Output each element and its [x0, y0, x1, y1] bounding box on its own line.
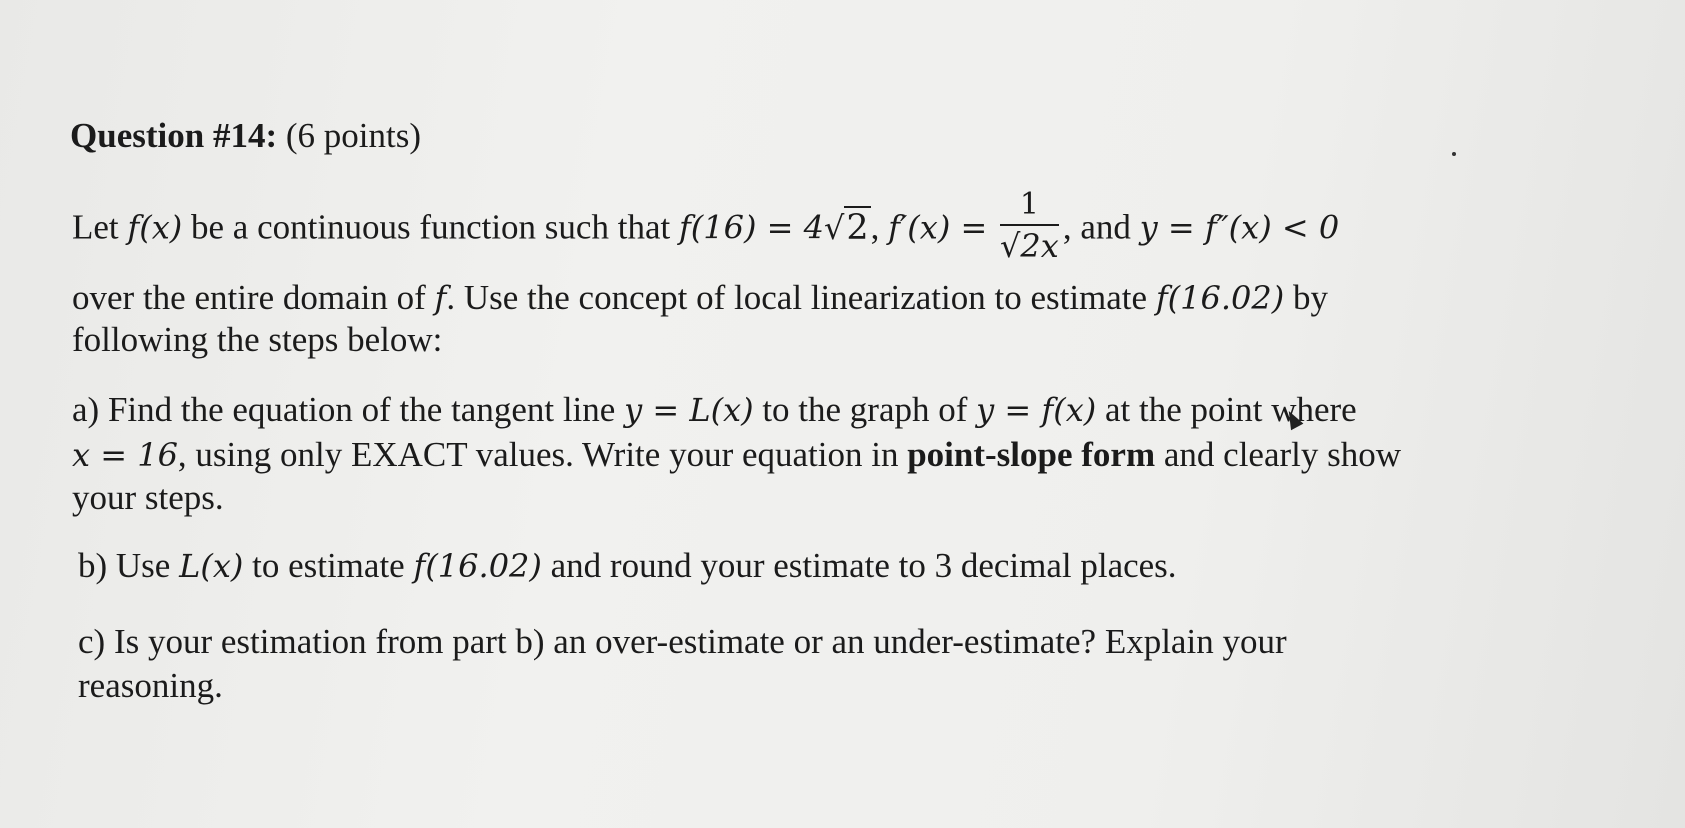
stray-dot [1452, 152, 1456, 156]
intro-fprime: f′(x) = [888, 208, 988, 247]
fraction-one-over-sqrt-2x: $\frac{1}{√2x}$ [1000, 187, 1059, 265]
intro-line-2: over the entire domain of f. Use the concept of local linearization to estimate f(16.02) by [72, 278, 1328, 317]
part-a-line-3: your steps. [72, 478, 224, 517]
intro-line-1 [72, 187, 1340, 267]
intro-line-3: following the steps below: [72, 320, 443, 359]
part-c-line-2: reasoning. [78, 666, 223, 705]
intro-comma: , [870, 207, 880, 247]
question-number: Question #14: [70, 116, 278, 155]
intro-be-continuous: be a continuous function such that [191, 207, 671, 247]
question-title [70, 118, 421, 153]
part-a-line-1: a) Find the equation of the tangent line y = L(x) to the graph of y = f(x) at the point where [72, 390, 1357, 429]
intro-fx: f(x) [127, 208, 183, 247]
point-slope-form-bold: point-slope form [907, 435, 1156, 474]
intro-second-derivative: y = f″(x) < 0 [1139, 208, 1340, 247]
part-b-line: b) Use L(x) to estimate f(16.02) and round your estimate to 3 decimal places. [78, 546, 1177, 585]
sqrt-two: √2 [824, 207, 869, 248]
question-points: (6 points) [285, 116, 421, 155]
part-a-line-2: x = 16, using only EXACT values. Write your equation in point-slope form and clearly show [72, 435, 1402, 474]
intro-and: , and [1062, 207, 1131, 247]
intro-let: Let [72, 207, 119, 247]
intro-f16: f(16) = 4 [678, 208, 824, 247]
part-c-line-1: c) Is your estimation from part b) an over-estimate or an under-estimate? Explain your [78, 622, 1287, 661]
